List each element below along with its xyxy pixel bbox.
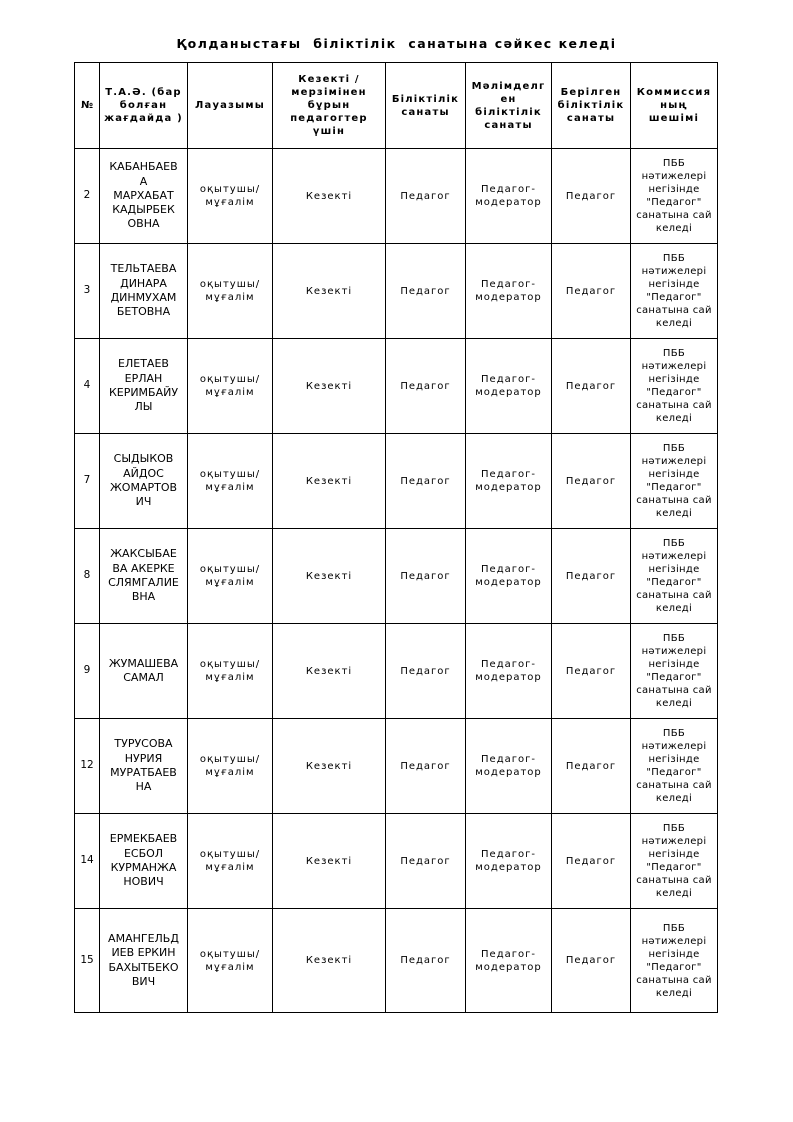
cell-name: ЕЛЕТАЕВ ЕРЛАН КЕРИМБАЙУЛЫ — [100, 339, 188, 434]
cell-type: Кезекті — [273, 244, 386, 339]
column-header-name: Т.А.Ә. (бар болған жағдайда ) — [100, 63, 188, 149]
cell-declared_category: Педагог-модератор — [466, 814, 552, 909]
cell-type: Кезекті — [273, 814, 386, 909]
cell-awarded_category: Педагог — [552, 719, 631, 814]
cell-commission_decision: ПББ нәтижелері негізінде "Педагог" санатына сай келеді — [631, 814, 718, 909]
cell-declared_category: Педагог-модератор — [466, 434, 552, 529]
cell-name: ТЕЛЬТАЕВА ДИНАРА ДИНМУХАМБЕТОВНА — [100, 244, 188, 339]
cell-type: Кезекті — [273, 149, 386, 244]
cell-declared_category: Педагог-модератор — [466, 149, 552, 244]
table-row — [75, 339, 718, 434]
cell-name: ЖУМАШЕВА САМАЛ — [100, 624, 188, 719]
table-body — [75, 149, 718, 1013]
cell-no: 14 — [75, 814, 100, 909]
cell-no: 2 — [75, 149, 100, 244]
cell-current_category: Педагог — [386, 624, 466, 719]
column-header-current_category: Біліктілік санаты — [386, 63, 466, 149]
cell-commission_decision: ПББ нәтижелері негізінде "Педагог" санатына сай келеді — [631, 149, 718, 244]
cell-current_category: Педагог — [386, 244, 466, 339]
cell-position: оқытушы/мұғалім — [188, 149, 273, 244]
cell-type: Кезекті — [273, 719, 386, 814]
table-row — [75, 909, 718, 1013]
table-header-row — [75, 63, 718, 149]
cell-type: Кезекті — [273, 529, 386, 624]
table-row — [75, 434, 718, 529]
cell-position: оқытушы/мұғалім — [188, 909, 273, 1013]
cell-declared_category: Педагог-модератор — [466, 244, 552, 339]
cell-no: 3 — [75, 244, 100, 339]
cell-awarded_category: Педагог — [552, 814, 631, 909]
cell-declared_category: Педагог-модератор — [466, 339, 552, 434]
column-header-position: Лауазымы — [188, 63, 273, 149]
cell-position: оқытушы/мұғалім — [188, 434, 273, 529]
cell-name: ТУРУСОВА НУРИЯ МУРАТБАЕВНА — [100, 719, 188, 814]
cell-awarded_category: Педагог — [552, 529, 631, 624]
cell-awarded_category: Педагог — [552, 434, 631, 529]
cell-name: КАБАНБАЕВА МАРХАБАТ КАДЫРБЕКОВНА — [100, 149, 188, 244]
cell-commission_decision: ПББ нәтижелері негізінде "Педагог" санатына сай келеді — [631, 529, 718, 624]
cell-no: 12 — [75, 719, 100, 814]
cell-type: Кезекті — [273, 434, 386, 529]
cell-no: 4 — [75, 339, 100, 434]
cell-position: оқытушы/мұғалім — [188, 624, 273, 719]
cell-type: Кезекті — [273, 339, 386, 434]
table-row — [75, 719, 718, 814]
cell-commission_decision: ПББ нәтижелері негізінде "Педагог" санатына сай келеді — [631, 719, 718, 814]
cell-name: ЖАКСЫБАЕВА АКЕРКЕ СЛЯМГАЛИЕВНА — [100, 529, 188, 624]
qualification-table — [74, 62, 718, 1013]
cell-current_category: Педагог — [386, 339, 466, 434]
table-row — [75, 149, 718, 244]
column-header-awarded_category: Берілген біліктілік санаты — [552, 63, 631, 149]
cell-declared_category: Педагог-модератор — [466, 719, 552, 814]
cell-position: оқытушы/мұғалім — [188, 814, 273, 909]
cell-current_category: Педагог — [386, 909, 466, 1013]
cell-position: оқытушы/мұғалім — [188, 244, 273, 339]
cell-name: АМАНГЕЛЬДИЕВ ЕРКИН БАХЫТБЕКОВИЧ — [100, 909, 188, 1013]
cell-no: 15 — [75, 909, 100, 1013]
cell-awarded_category: Педагог — [552, 909, 631, 1013]
cell-commission_decision: ПББ нәтижелері негізінде "Педагог" санатына сай келеді — [631, 624, 718, 719]
cell-no: 7 — [75, 434, 100, 529]
column-header-commission_decision: Коммиссияның шешімі — [631, 63, 718, 149]
cell-commission_decision: ПББ нәтижелері негізінде "Педагог" санатына сай келеді — [631, 244, 718, 339]
cell-position: оқытушы/мұғалім — [188, 719, 273, 814]
cell-current_category: Педагог — [386, 434, 466, 529]
cell-awarded_category: Педагог — [552, 624, 631, 719]
cell-awarded_category: Педагог — [552, 339, 631, 434]
table-row — [75, 814, 718, 909]
cell-position: оқытушы/мұғалім — [188, 529, 273, 624]
column-header-declared_category: Мәлімделген біліктілік санаты — [466, 63, 552, 149]
column-header-no: № — [75, 63, 100, 149]
cell-awarded_category: Педагог — [552, 149, 631, 244]
table-row — [75, 529, 718, 624]
cell-commission_decision: ПББ нәтижелері негізінде "Педагог" санатына сай келеді — [631, 339, 718, 434]
cell-position: оқытушы/мұғалім — [188, 339, 273, 434]
cell-name: СЫДЫКОВ АЙДОС ЖОМАРТОВИЧ — [100, 434, 188, 529]
cell-declared_category: Педагог-модератор — [466, 909, 552, 1013]
cell-awarded_category: Педагог — [552, 244, 631, 339]
cell-no: 8 — [75, 529, 100, 624]
cell-type: Кезекті — [273, 909, 386, 1013]
cell-type: Кезекті — [273, 624, 386, 719]
cell-commission_decision: ПББ нәтижелері негізінде "Педагог" санатына сай келеді — [631, 434, 718, 529]
cell-current_category: Педагог — [386, 529, 466, 624]
cell-current_category: Педагог — [386, 814, 466, 909]
table-row — [75, 624, 718, 719]
cell-declared_category: Педагог-модератор — [466, 624, 552, 719]
cell-no: 9 — [75, 624, 100, 719]
page-title: Қолданыстағы біліктілік санатына сәйкес келеді — [176, 36, 617, 51]
cell-current_category: Педагог — [386, 719, 466, 814]
cell-commission_decision: ПББ нәтижелері негізінде "Педагог" санатына сай келеді — [631, 909, 718, 1013]
cell-declared_category: Педагог-модератор — [466, 529, 552, 624]
table-row — [75, 244, 718, 339]
column-header-type: Кезекті / мерзімінен бұрын педагогтер үшін — [273, 63, 386, 149]
cell-current_category: Педагог — [386, 149, 466, 244]
cell-name: ЕРМЕКБАЕВ ЕСБОЛ КУРМАНЖАНОВИЧ — [100, 814, 188, 909]
